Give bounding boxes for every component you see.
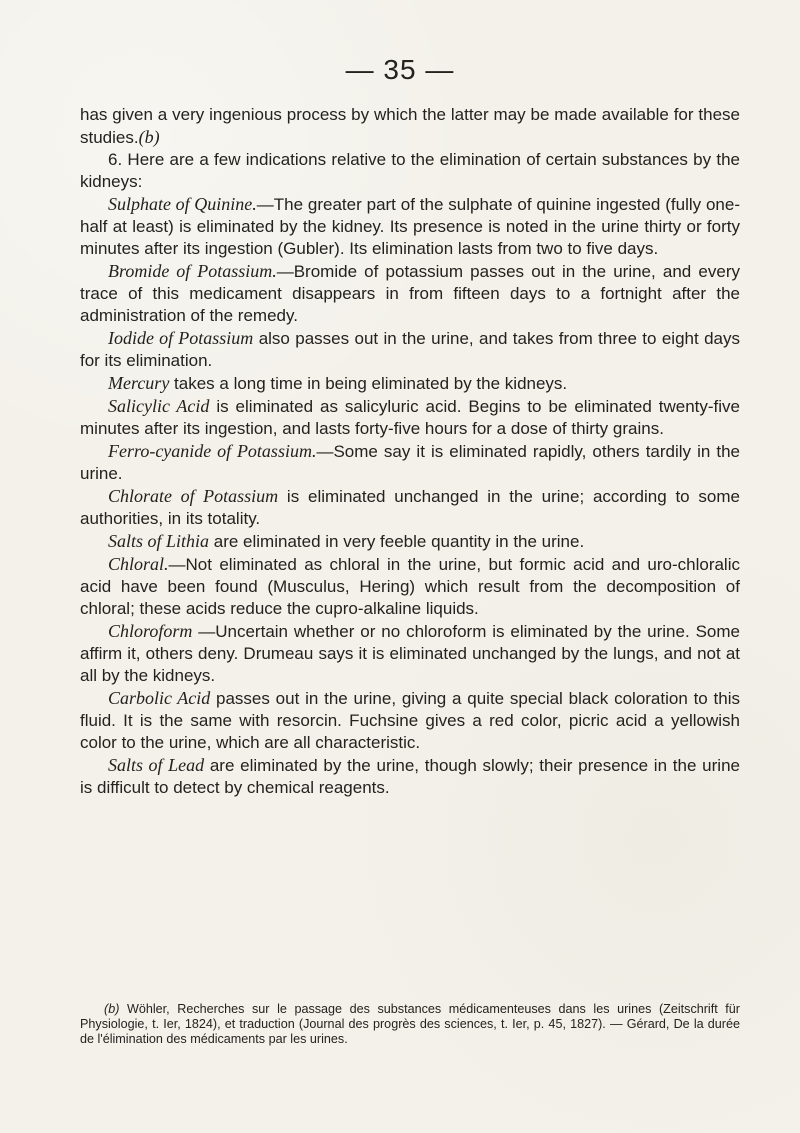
entry-term: Mercury: [108, 373, 170, 393]
entry-term: Ferro-cyanide of Potassium.: [108, 441, 317, 461]
entry-text: —Some say it is eliminated rapidly, others tardily in the urine.: [80, 442, 741, 483]
chlorate-entry: [80, 485, 740, 530]
footnote-text: Wöhler, Recherches sur le passage des substances médicamenteuses dans les urines (Zeitschrift für Physiologie, t. Ier, 1824), et traduction (Journal des progrès des sciences, t. Ier, p. 45, 1827). — Gérard, De la durée de l'élimination des médicaments par les urines.: [80, 1002, 740, 1046]
entry-term: Sulphate of Quinine.: [108, 194, 257, 214]
entry-term: Chlorate of Potassium: [108, 486, 279, 506]
salicylic-entry: [80, 395, 740, 440]
intro-text: has given a very ingenious process by which the latter may be made available for these studies.: [80, 105, 740, 147]
lead-entry: [80, 754, 740, 799]
section-paragraph: 6. Here are a few indications relative to the elimination of certain substances by the kidneys:: [80, 150, 740, 191]
page-number: — 35 —: [345, 54, 455, 85]
entry-text: takes a long time in being eliminated by the kidneys.: [169, 374, 568, 393]
chloroform-entry: [80, 620, 740, 687]
entry-text: are eliminated by the urine, though slowly; their presence in the urine is difficult to detect by chemical reagents.: [80, 756, 740, 797]
entry-text: is eliminated as salicyluric acid. Begins to be eliminated twenty-five minutes after its ingestion, and lasts forty-five hours for a dose of thirty grains.: [80, 397, 741, 438]
ferrocyanide-entry: [80, 440, 740, 485]
footnote-reference: (b): [138, 127, 160, 147]
entry-term: Chloroform: [108, 621, 193, 641]
quinine-entry: [80, 193, 740, 260]
entry-text: —The greater part of the sulphate of quinine ingested (fully one-half at least) is eliminated by the kidney. Its presence is noted in the urine thirty or forty minutes after its ingestion (Gubler). Its elimination lasts from two to five days.: [80, 195, 740, 258]
entry-term: Salts of Lithia: [108, 531, 210, 551]
entry-text: —Uncertain whether or no chloroform is eliminated by the urine. Some affirm it, others deny. Drumeau says it is eliminated unchanged by the lungs, and not at all by the kidneys.: [80, 622, 740, 685]
lithia-entry: [80, 530, 740, 553]
entry-term: Carbolic Acid: [108, 688, 211, 708]
entry-term: Salicylic Acid: [108, 396, 210, 416]
footnote-marker: (b): [104, 1002, 120, 1016]
entry-text: —Bromide of potassium passes out in the urine, and every trace of this medicament disappears in from fifteen days to a fortnight after the administration of the remedy.: [80, 262, 740, 325]
entry-term: Iodide of Potassium: [108, 328, 254, 348]
entry-term: Chloral.: [108, 554, 169, 574]
footnote: [80, 1002, 740, 1047]
iodide-entry: [80, 327, 740, 372]
entry-term: Bromide of Potassium.: [108, 261, 277, 281]
carbolic-entry: [80, 687, 740, 754]
bromide-entry: [80, 260, 740, 327]
entry-text: passes out in the urine, giving a quite special black coloration to this fluid. It is the same with resorcin. Fuchsine gives a red color, picric acid a yellowish color to the urine, which are all characteristic.: [80, 689, 741, 752]
entry-text: are eliminated in very feeble quantity in the urine.: [209, 532, 585, 551]
entry-term: Salts of Lead: [108, 755, 205, 775]
intro-paragraph: [80, 104, 740, 149]
body-text: [80, 104, 740, 799]
chloral-entry: [80, 553, 740, 620]
entry-text: is eliminated unchanged in the urine; according to some authorities, in its totality.: [80, 487, 740, 528]
mercury-entry: [80, 372, 740, 395]
entry-text: —Not eliminated as chloral in the urine, but formic acid and uro-chloralic acid have been found (Musculus, Hering) which result from the decomposition of chloral; these acids reduce the cupro-alkaline liquids.: [80, 555, 740, 618]
entry-text: also passes out in the urine, and takes from three to eight days for its elimination.: [80, 329, 740, 370]
